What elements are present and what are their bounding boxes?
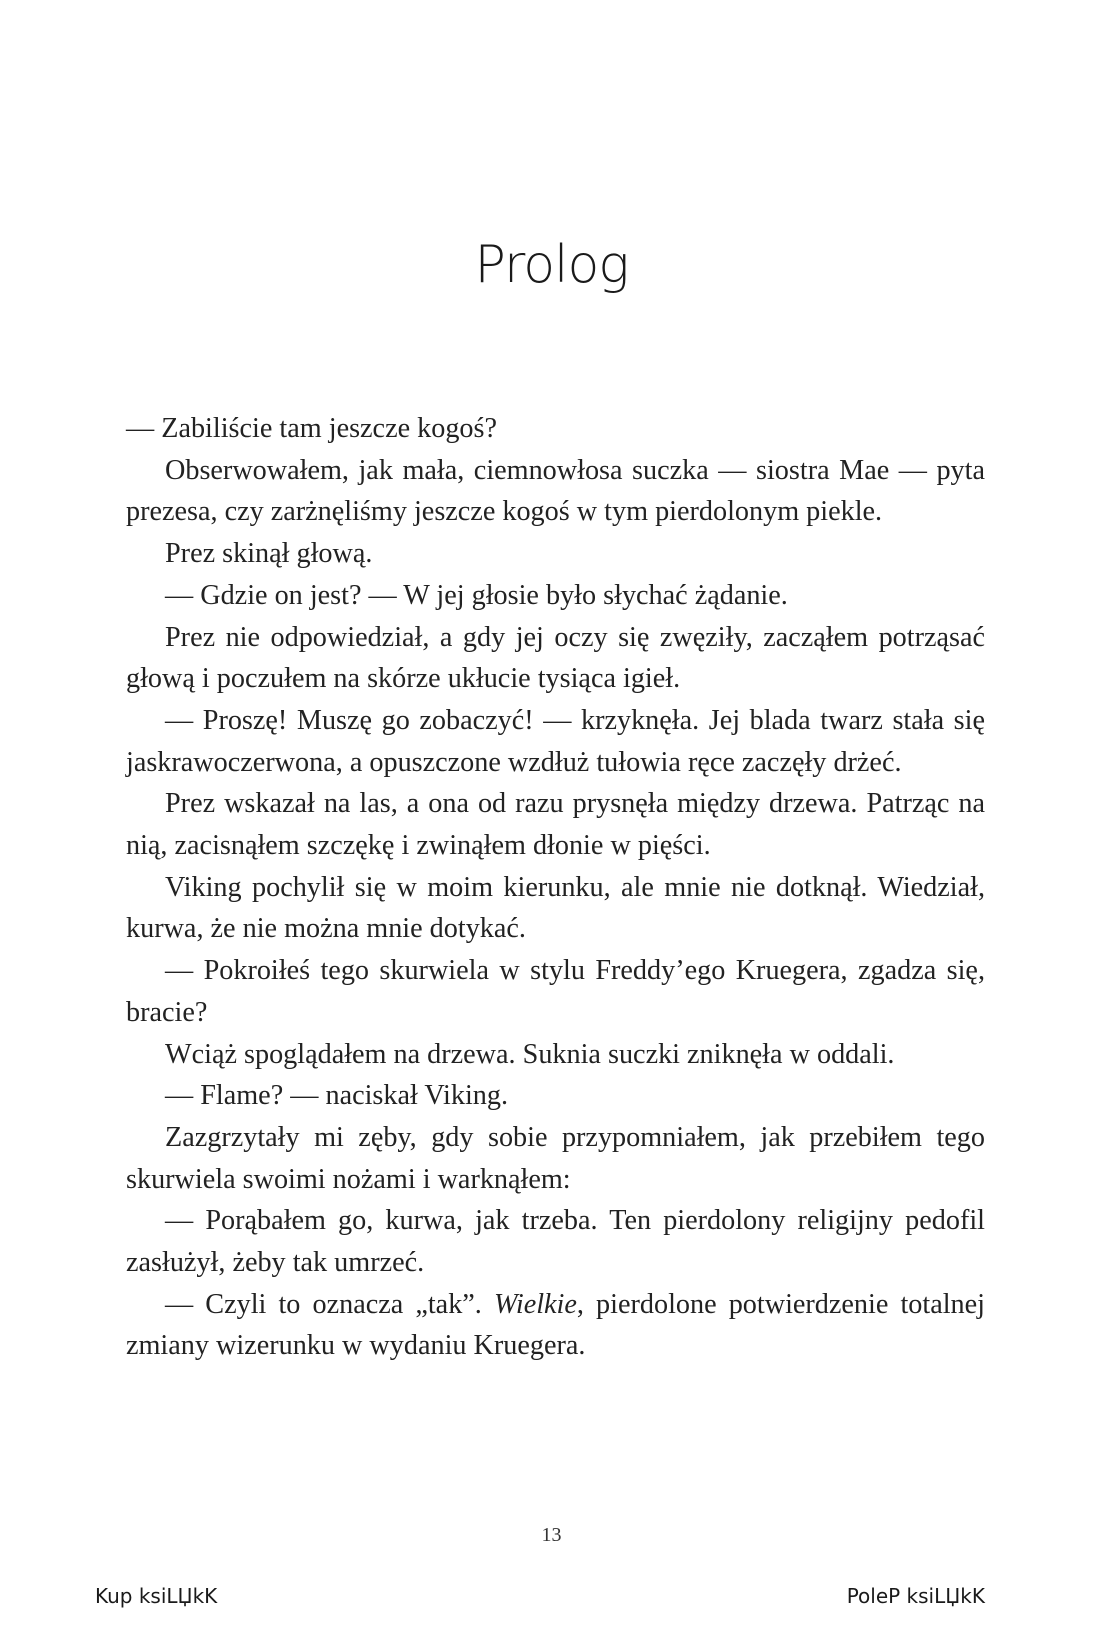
paragraph-last: [126, 1284, 985, 1367]
page-number: 13: [541, 1524, 562, 1546]
chapter-title: Prolog: [474, 235, 629, 295]
recommend-book-link[interactable]: PoleP ksiLЏkK: [846, 1584, 985, 1608]
paragraph: — Proszę! Muszę go zobaczyć! — krzyknęła. Jej blada twarz stała się jaskrawoczerwona, a opuszczone wzdłuż tułowia ręce zaczęły drżeć.: [126, 704, 985, 778]
paragraph: — Porąbałem go, kurwa, jak trzeba. Ten pierdolony religijny pedofil zasłużył, żeby tak umrzeć.: [126, 1205, 985, 1279]
paragraph: Wciąż spoglądałem na drzewa. Suknia suczki zniknęła w oddali.: [165, 1038, 895, 1070]
paragraph: — Flame? — naciskał Viking.: [165, 1080, 509, 1112]
paragraph-text: , pierdolone potwierdzenie totalnej zmiany wizerunku w wydaniu Kruegera.: [126, 1288, 985, 1362]
buy-book-link[interactable]: Kup ksiLЏkK: [95, 1584, 218, 1608]
paragraph: — Pokroiłeś tego skurwiela w stylu Freddy’ego Kruegera, zgadza się, bracie?: [126, 955, 985, 1028]
paragraph: Zazgrzytały mi zęby, gdy sobie przypomniałem, jak przebiłem tego skurwiela swoimi nożami i warknąłem:: [126, 1121, 985, 1195]
emphasis-text: Wielkie: [493, 1288, 577, 1320]
chapter-body: [126, 408, 985, 1367]
paragraph: — Gdzie on jest? — W jej głosie było słychać żądanie.: [165, 579, 788, 611]
paragraph: Prez skinął głową.: [165, 538, 373, 570]
paragraph: Prez wskazał na las, a ona od razu prysnęła między drzewa. Patrząc na nią, zacisnąłem szczękę i zwinąłem dłonie w pięści.: [126, 788, 985, 862]
paragraph: — Zabiliście tam jeszcze kogoś?: [126, 413, 497, 444]
paragraph-text: — Czyli to oznacza „tak”.: [165, 1288, 494, 1320]
paragraph: Prez nie odpowiedział, a gdy jej oczy się zwęziły, zacząłem potrząsać głową i poczułem na skórze ukłucie tysiąca igieł.: [126, 621, 985, 695]
paragraph: Obserwowałem, jak mała, ciemnowłosa suczka — siostra Mae — pyta prezesa, czy zarżnęliśmy jeszcze kogoś w tym pierdolonym piekle.: [126, 454, 985, 528]
paragraph: Viking pochylił się w moim kierunku, ale mnie nie dotknął. Wiedział, kurwa, że nie można mnie dotykać.: [126, 871, 985, 945]
